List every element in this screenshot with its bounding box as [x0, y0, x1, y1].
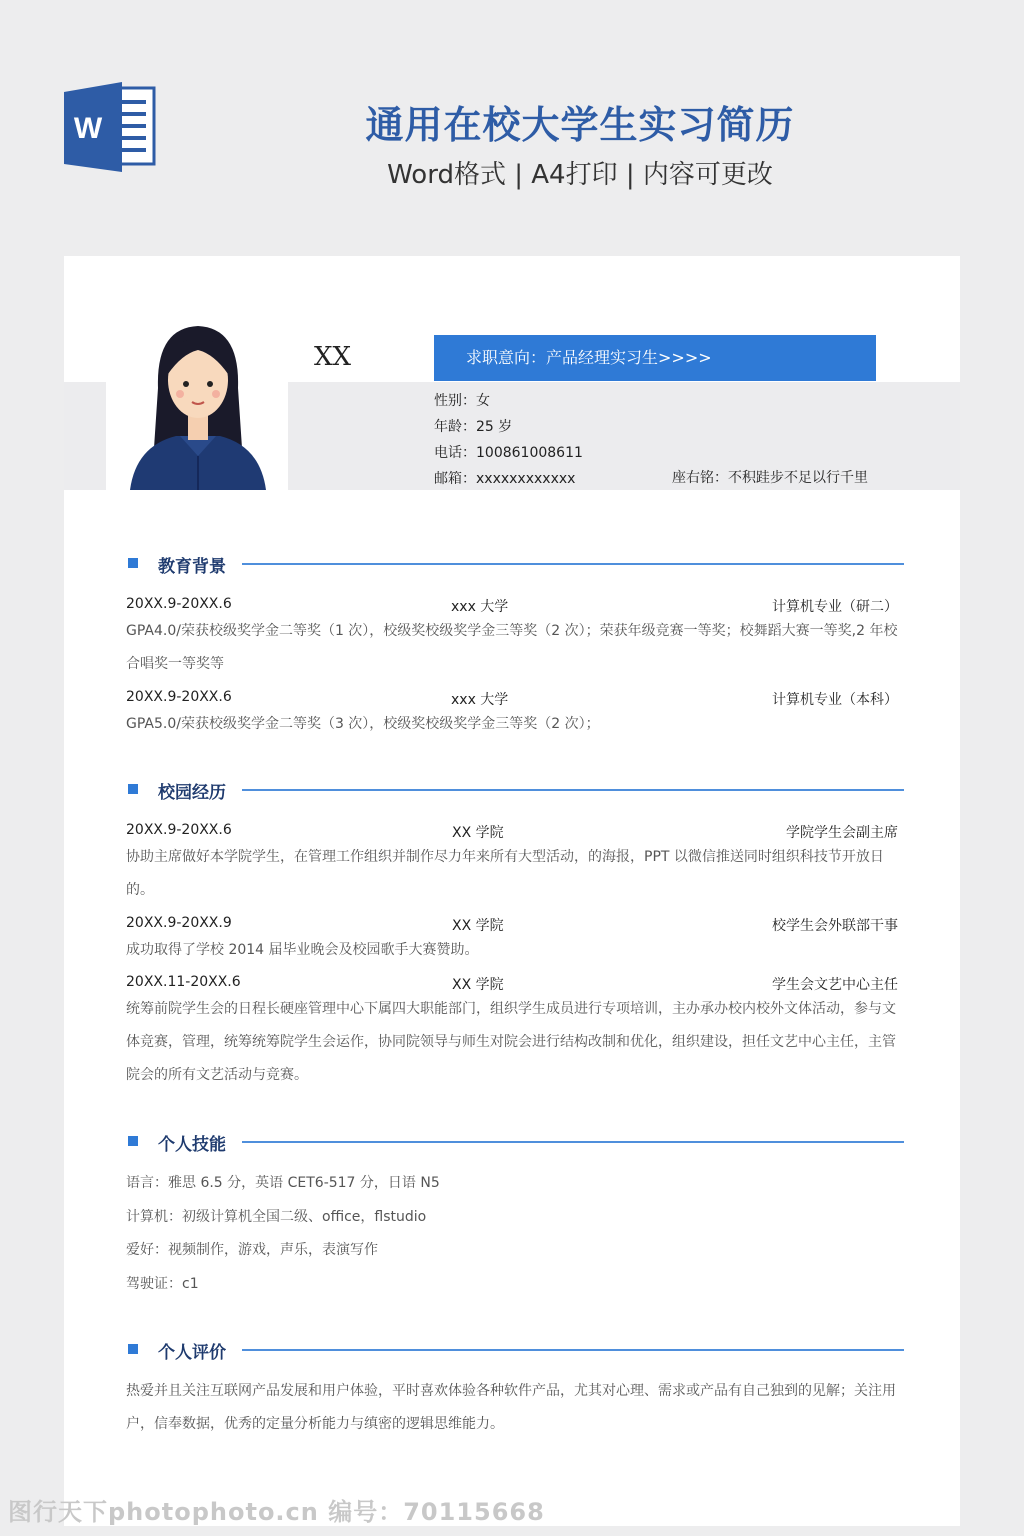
age-field: 年龄：25 岁 [434, 419, 513, 435]
page-title: 通用在校大学生实习简历 [365, 103, 795, 147]
entry-description: 协助主席做好本学院学生，在管理工作组织并制作尽力年来所有大型活动，的海报，PPT 以微信推送同时组织科技节开放日的。 [126, 849, 884, 898]
entry-role: 学生会文艺中心主任 [772, 977, 898, 993]
word-icon [64, 82, 156, 172]
section-divider [242, 1141, 904, 1143]
entry-date: 20XX.9-20XX.6 [126, 596, 232, 612]
campus-entry [126, 915, 898, 935]
avatar [106, 318, 288, 490]
skill-item: 计算机：初级计算机全国二级、office，flstudio [126, 1209, 427, 1225]
entry-org: XX 学院 [452, 977, 504, 993]
skill-item: 爱好：视频制作，游戏，声乐，表演写作 [126, 1242, 378, 1258]
entry-description: GPA4.0/荣获校级奖学金二等奖（1 次），校级奖校级奖学金三等奖（2 次）；荣获年级竞赛一等奖；校舞蹈大赛一等奖,2 年校合唱奖一等奖等 [126, 623, 898, 672]
entry-date: 20XX.9-20XX.6 [126, 822, 232, 838]
section-title: 教育背景 [158, 557, 226, 577]
skill-item: 驾驶证：c1 [126, 1276, 199, 1292]
entry-role: 校学生会外联部干事 [772, 918, 898, 934]
entry-org: XX 学院 [452, 825, 504, 841]
section-marker [128, 1136, 138, 1146]
watermark: 图行天下photophoto.cn 编号：70115668 [8, 1498, 545, 1526]
entry-description: 统筹前院学生会的日程长硬座管理中心下属四大职能部门，组织学生成员进行专项培训，主办承办校内校外文体活动，参与文体竞赛，管理，统筹统筹院学生会运作，协同院领导与师生对院会进行结构改制和优化，组织建设，担任文艺中心主任，主管院会的所有文艺活动与竞赛。 [126, 1001, 896, 1083]
gender-field: 性别：女 [434, 393, 490, 409]
entry-role: 计算机专业（本科） [772, 692, 898, 708]
phone-field: 电话：100861008611 [434, 445, 583, 461]
education-entry [126, 689, 898, 709]
svg-text:W: W [73, 112, 103, 145]
entry-role: 计算机专业（研二） [772, 599, 898, 615]
section-marker [128, 1344, 138, 1354]
entry-description: 成功取得了学校 2014 届毕业晚会及校园歌手大赛赞助。 [126, 942, 479, 958]
section-divider [242, 563, 904, 565]
evaluation-section-header [128, 1338, 904, 1362]
motto-field: 座右铭：不积跬步不足以行千里 [672, 470, 868, 486]
entry-org: xxx 大学 [451, 599, 509, 615]
campus-section-header [128, 778, 904, 802]
education-entry [126, 596, 898, 616]
entry-date: 20XX.9-20XX.6 [126, 689, 232, 705]
job-intent-banner: 求职意向：产品经理实习生>>>> [434, 335, 876, 381]
education-section-header [128, 552, 904, 576]
entry-date: 20XX.11-20XX.6 [126, 974, 241, 990]
section-divider [242, 1349, 904, 1351]
resume-sheet [64, 256, 960, 1526]
skill-item: 语言：雅思 6.5 分，英语 CET6-517 分，日语 N5 [126, 1175, 440, 1191]
entry-org: xxx 大学 [451, 692, 509, 708]
entry-org: XX 学院 [452, 918, 504, 934]
section-divider [242, 789, 904, 791]
entry-description: GPA5.0/荣获校级奖学金二等奖（3 次），校级奖校级奖学金三等奖（2 次）； [126, 716, 600, 732]
email-field: 邮箱：xxxxxxxxxxxx [434, 471, 576, 487]
campus-entry [126, 822, 898, 842]
candidate-name: XX [314, 342, 352, 372]
section-title: 校园经历 [158, 783, 226, 803]
evaluation-text: 热爱并且关注互联网产品发展和用户体验，平时喜欢体验各种软件产品，尤其对心理、需求或产品有自己独到的见解；关注用户，信奉数据，优秀的定量分析能力与缜密的逻辑思维能力。 [126, 1383, 896, 1432]
section-marker [128, 784, 138, 794]
page-subtitle: Word格式 | A4打印 | 内容可更改 [387, 160, 773, 190]
entry-role: 学院学生会副主席 [786, 825, 898, 841]
entry-date: 20XX.9-20XX.9 [126, 915, 232, 931]
section-marker [128, 558, 138, 568]
section-title: 个人评价 [158, 1343, 226, 1363]
section-title: 个人技能 [158, 1135, 226, 1155]
skills-section-header [128, 1130, 904, 1154]
campus-entry [126, 974, 898, 994]
